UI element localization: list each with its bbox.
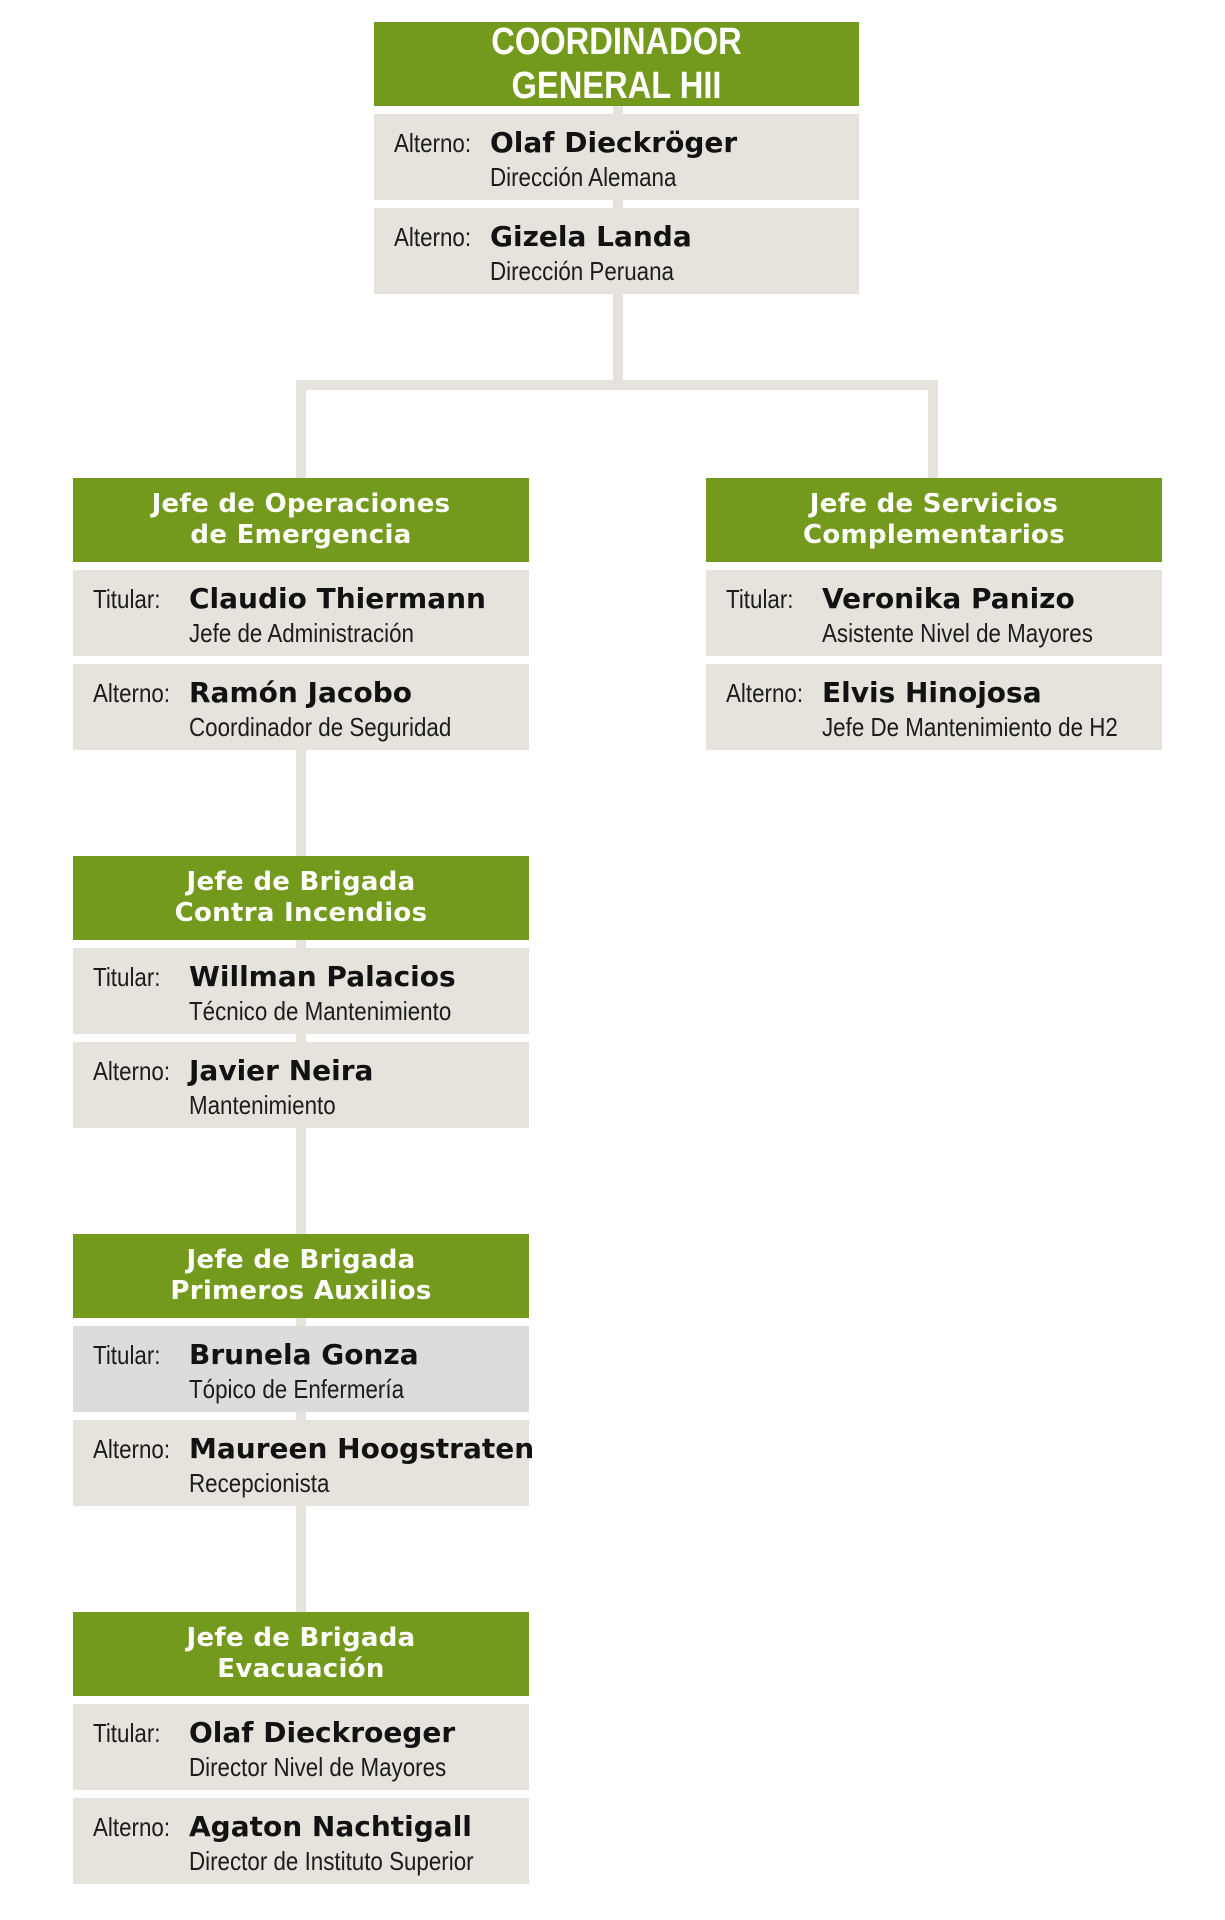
unit-title-line: Jefe de Brigada [186, 1245, 416, 1275]
member-name: Claudio Thiermann [189, 582, 486, 615]
unit-header [73, 1612, 529, 1696]
member-position: Director Nivel de Mayores [189, 1752, 447, 1782]
member-role: Titular: [93, 962, 161, 992]
member-name: Brunela Gonza [189, 1338, 419, 1371]
member-name: Elvis Hinojosa [822, 676, 1042, 709]
member-row [73, 1798, 529, 1884]
unit-title-line: Jefe de Operaciones [151, 489, 451, 519]
member-row [706, 570, 1162, 656]
member-name: Maureen Hoogstraten [189, 1432, 535, 1465]
member-position: Tópico de Enfermería [189, 1374, 405, 1404]
member-row [706, 664, 1162, 750]
member-name: Agaton Nachtigall [189, 1810, 472, 1843]
member-role: Alterno: [93, 1812, 171, 1842]
connector-horizontal [296, 380, 938, 390]
member-position: Jefe de Administración [189, 618, 414, 648]
member-role: Alterno: [394, 128, 472, 158]
member-row [73, 1326, 529, 1412]
connector-right-drop [928, 380, 938, 480]
member-name: Willman Palacios [189, 960, 456, 993]
coordinator-header [374, 22, 859, 106]
unit-title-line: Jefe de Servicios [809, 489, 1059, 519]
unit-header [73, 1234, 529, 1318]
member-name: Javier Neira [189, 1054, 374, 1087]
member-position: Recepcionista [189, 1468, 330, 1498]
member-name: Olaf Dieckröger [490, 126, 738, 159]
member-role: Titular: [93, 1718, 161, 1748]
member-role: Alterno: [93, 678, 171, 708]
member-name: Ramón Jacobo [189, 676, 412, 709]
member-position: Técnico de Mantenimiento [189, 996, 452, 1026]
member-name: Olaf Dieckroeger [189, 1716, 456, 1749]
unit-brigada-evacuacion [73, 1612, 529, 1884]
member-row [73, 664, 529, 750]
member-role: Alterno: [726, 678, 804, 708]
member-row [73, 948, 529, 1034]
member-position: Coordinador de Seguridad [189, 712, 452, 742]
coordinator-title: COORDINADOR GENERAL HII [491, 21, 742, 107]
member-position: Asistente Nivel de Mayores [822, 618, 1093, 648]
unit-header [706, 478, 1162, 562]
member-row [73, 1042, 529, 1128]
member-position: Dirección Peruana [490, 256, 674, 286]
member-role: Alterno: [93, 1434, 171, 1464]
member-row [374, 208, 859, 294]
member-row [73, 1704, 529, 1790]
unit-title-line: Evacuación [217, 1654, 385, 1684]
member-position: Dirección Alemana [490, 162, 677, 192]
member-role: Titular: [726, 584, 794, 614]
unit-title-line: Contra Incendios [174, 898, 428, 928]
member-role: Alterno: [394, 222, 472, 252]
member-position: Jefe De Mantenimiento de H2 [822, 712, 1118, 742]
coordinator-block [374, 22, 859, 294]
member-role: Alterno: [93, 1056, 171, 1086]
unit-title-line: Jefe de Brigada [186, 867, 416, 897]
member-row [73, 570, 529, 656]
member-row [73, 1420, 535, 1506]
unit-header [73, 856, 529, 940]
unit-brigada-contra-incendios [73, 856, 529, 1128]
connector-left-drop [296, 380, 306, 480]
unit-title-line: Jefe de Brigada [186, 1623, 416, 1653]
unit-title-line: Complementarios [803, 520, 1065, 550]
unit-operaciones-emergencia [73, 478, 529, 750]
member-role: Titular: [93, 584, 161, 614]
member-name: Gizela Landa [490, 220, 692, 253]
member-name: Veronika Panizo [822, 582, 1075, 615]
unit-brigada-primeros-auxilios [73, 1234, 535, 1506]
unit-header [73, 478, 529, 562]
member-row [374, 114, 859, 200]
unit-title-line: de Emergencia [190, 520, 412, 550]
member-role: Titular: [93, 1340, 161, 1370]
member-position: Director de Instituto Superior [189, 1846, 474, 1876]
unit-title-line: Primeros Auxilios [170, 1276, 432, 1306]
member-position: Mantenimiento [189, 1090, 336, 1120]
unit-servicios-complementarios [706, 478, 1162, 750]
